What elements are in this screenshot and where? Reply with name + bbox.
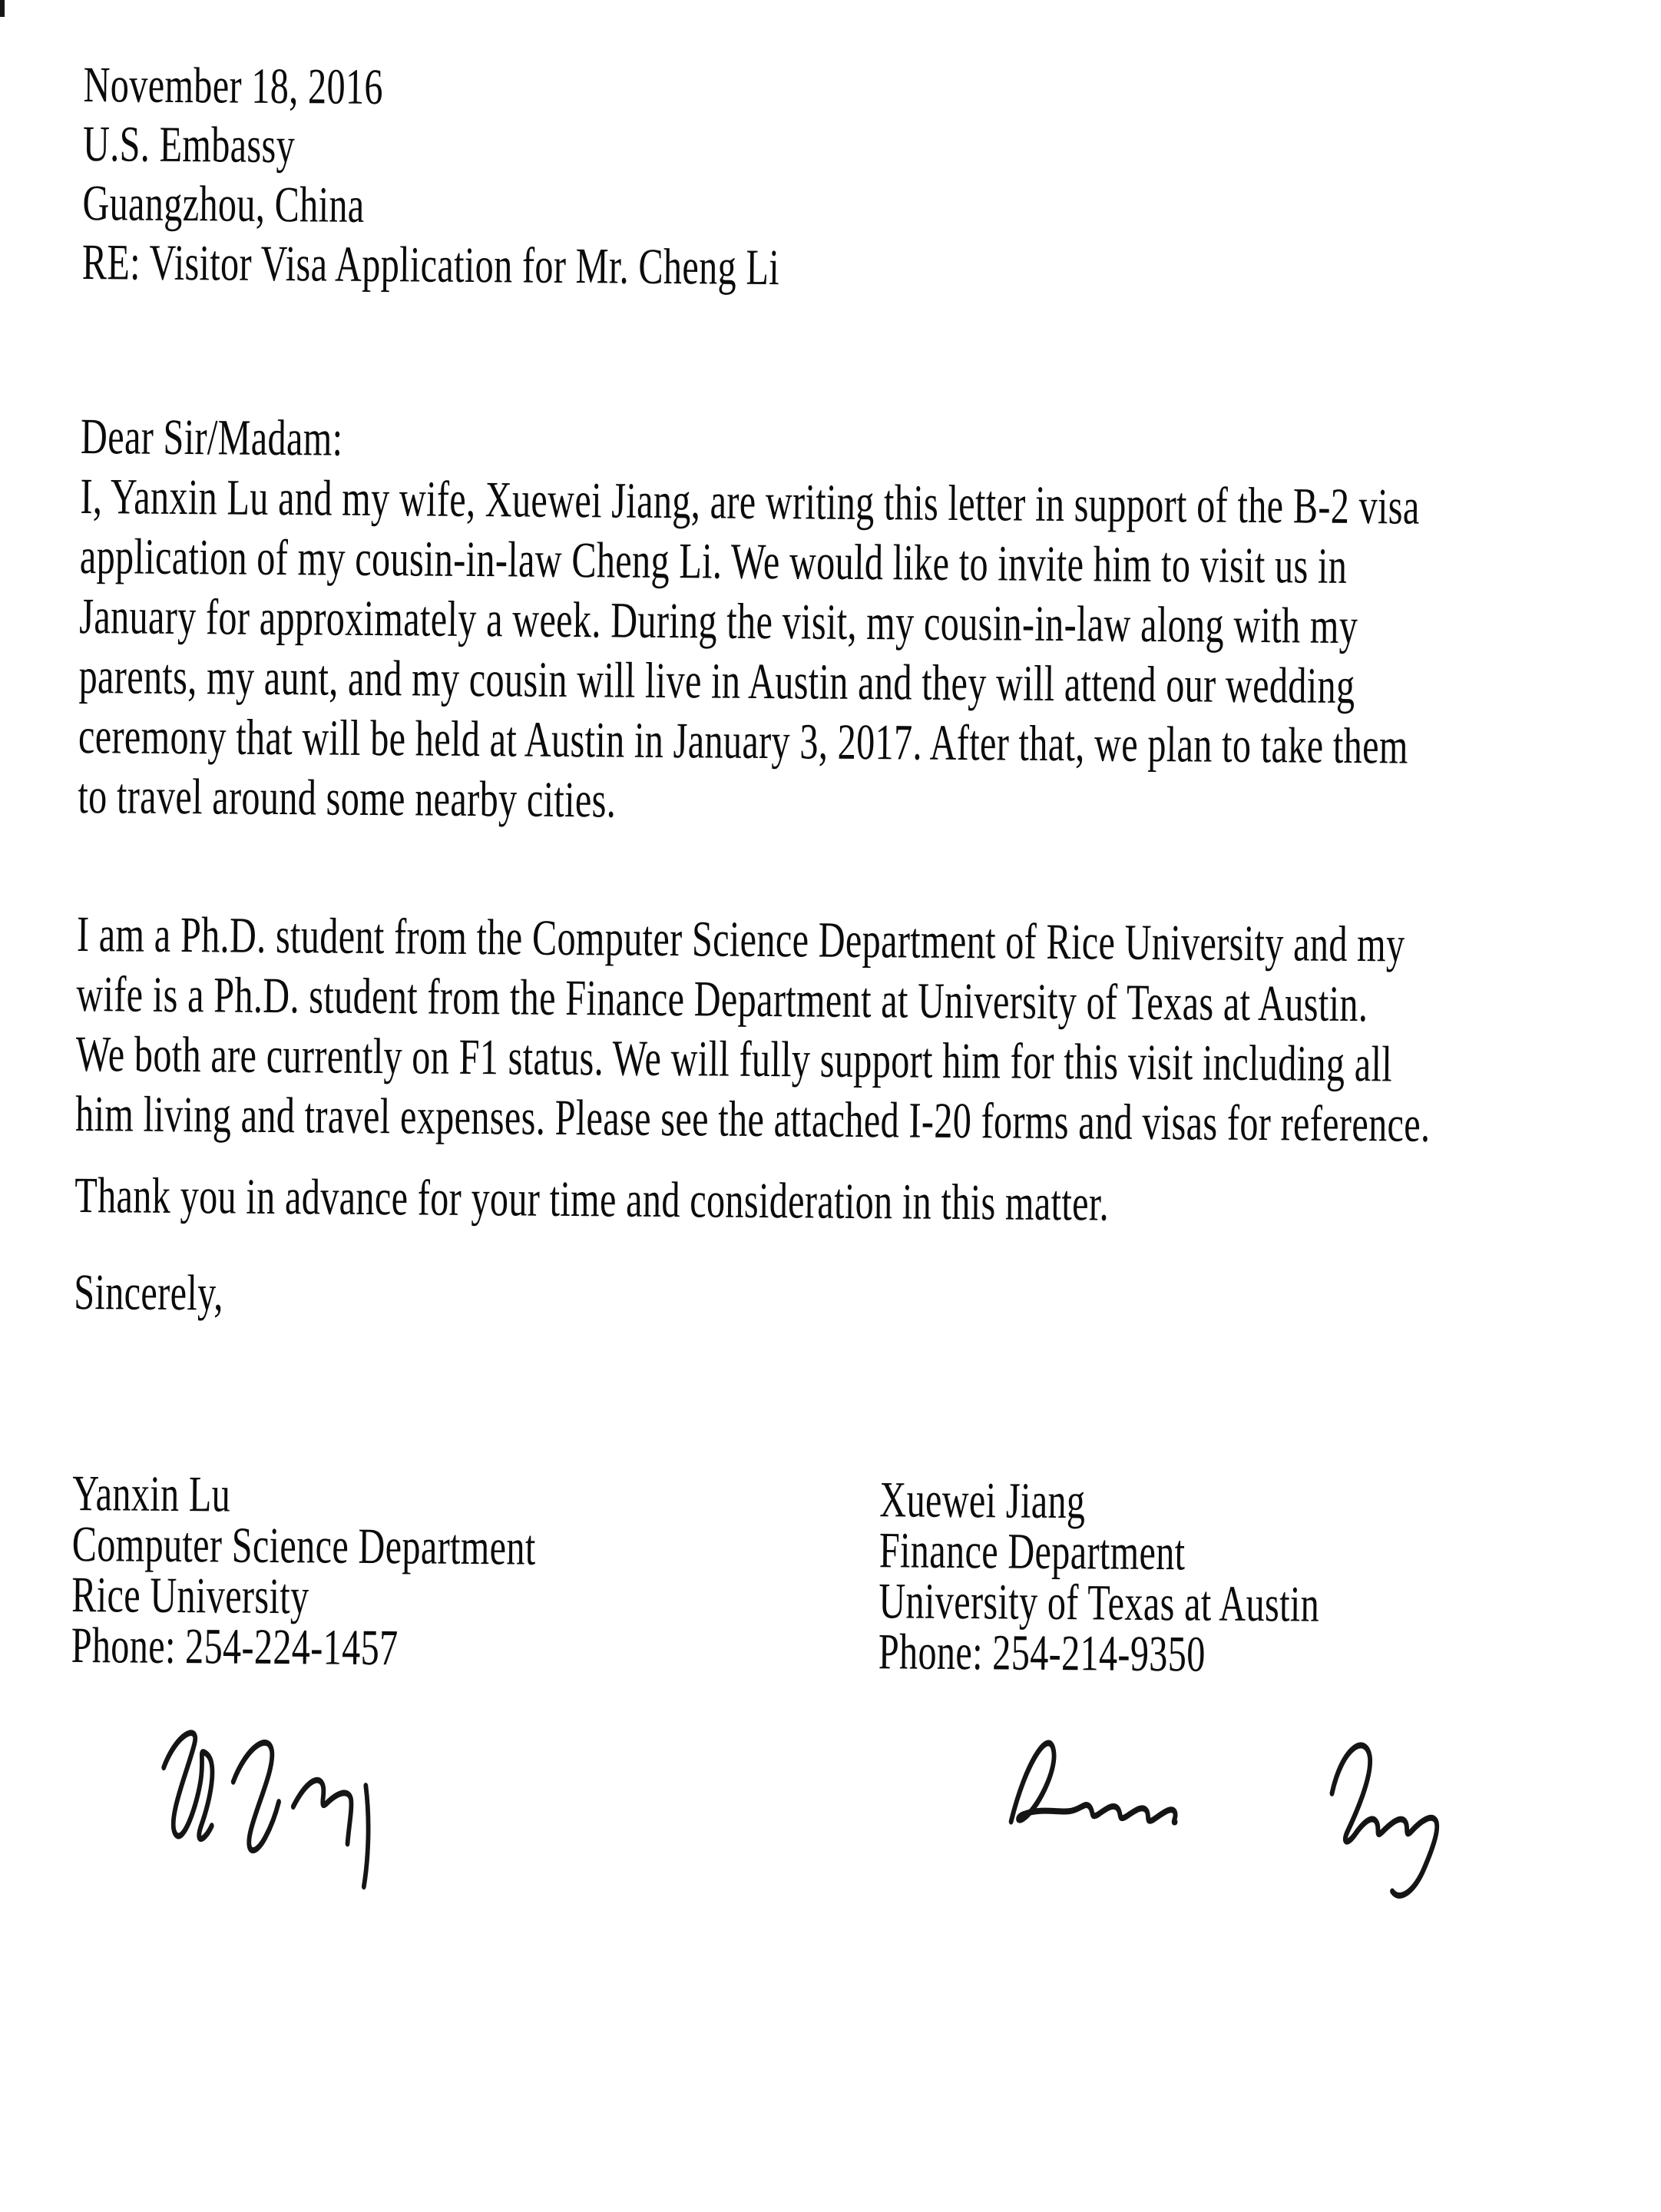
signer-right-block bbox=[878, 1472, 1631, 1684]
closing-paragraph bbox=[74, 1166, 1633, 1237]
body-line: wife is a Ph.D. student from the Finance Department at University of Texas at Austin. bbox=[76, 965, 1368, 1033]
salutation: Dear Sir/Madam: bbox=[80, 408, 343, 467]
signer-department: Finance Department bbox=[878, 1522, 1186, 1581]
signer-left-block bbox=[71, 1465, 879, 1677]
signature-right-cell bbox=[876, 1716, 1629, 1919]
signer-institution: University of Texas at Austin bbox=[878, 1573, 1320, 1633]
signer-department: Computer Science Department bbox=[71, 1515, 536, 1576]
signature-blocks bbox=[71, 1465, 1630, 1684]
signer-name: Yanxin Lu bbox=[72, 1465, 231, 1523]
signature-left-cell bbox=[69, 1710, 878, 1912]
valediction bbox=[74, 1263, 1633, 1334]
salutation-and-paragraph-1 bbox=[78, 407, 1639, 839]
signer-phone: Phone: 254-214-9350 bbox=[878, 1624, 1206, 1683]
body-line: I am a Ph.D. student from the Computer Science Department of Rice University and my bbox=[76, 906, 1405, 973]
yanxin-lu-signature bbox=[144, 1710, 490, 1892]
body-line: application of my cousin-in-law Cheng Li. We would like to invite him to visit us in bbox=[79, 528, 1348, 594]
paragraph-2 bbox=[75, 905, 1636, 1157]
subject-line: RE: Visitor Visa Application for Mr. Cheng Li bbox=[81, 233, 780, 296]
letter-header bbox=[82, 55, 1643, 304]
xuewei-jiang-signature bbox=[972, 1697, 1588, 1918]
valediction-line: Sincerely, bbox=[74, 1263, 224, 1322]
body-line: I, Yanxin Lu and my wife, Xuewei Jiang, are writing this letter in support of the B-2 visa bbox=[80, 468, 1420, 535]
body-line: We both are currently on F1 status. We will fully support him for this visit including all bbox=[75, 1025, 1393, 1093]
body-line: parents, my aunt, and my cousin will live in Austin and they will attend our wedding bbox=[78, 647, 1355, 715]
body-line: to travel around some nearby cities. bbox=[78, 767, 617, 829]
date-line: November 18, 2016 bbox=[83, 56, 384, 116]
closing-line: Thank you in advance for your time and consideration in this matter. bbox=[74, 1167, 1110, 1232]
signer-institution: Rice University bbox=[71, 1566, 309, 1625]
recipient-line: U.S. Embassy bbox=[82, 115, 296, 174]
handwritten-signatures-row bbox=[69, 1710, 1629, 1919]
signer-name: Xuewei Jiang bbox=[879, 1472, 1086, 1530]
letter-content bbox=[69, 55, 1642, 1919]
signer-phone: Phone: 254-224-1457 bbox=[71, 1617, 399, 1677]
body-line: him living and travel expenses. Please see the attached I-20 forms and visas for reference. bbox=[74, 1085, 1431, 1153]
body-line: ceremony that will be held at Austin in January 3, 2017. After that, we plan to take them bbox=[78, 707, 1409, 775]
scan-edge-artifact bbox=[0, 0, 5, 17]
recipient-line: Guangzhou, China bbox=[82, 174, 365, 233]
body-line: January for approximately a week. During the visit, my cousin-in-law along with my bbox=[78, 588, 1358, 655]
